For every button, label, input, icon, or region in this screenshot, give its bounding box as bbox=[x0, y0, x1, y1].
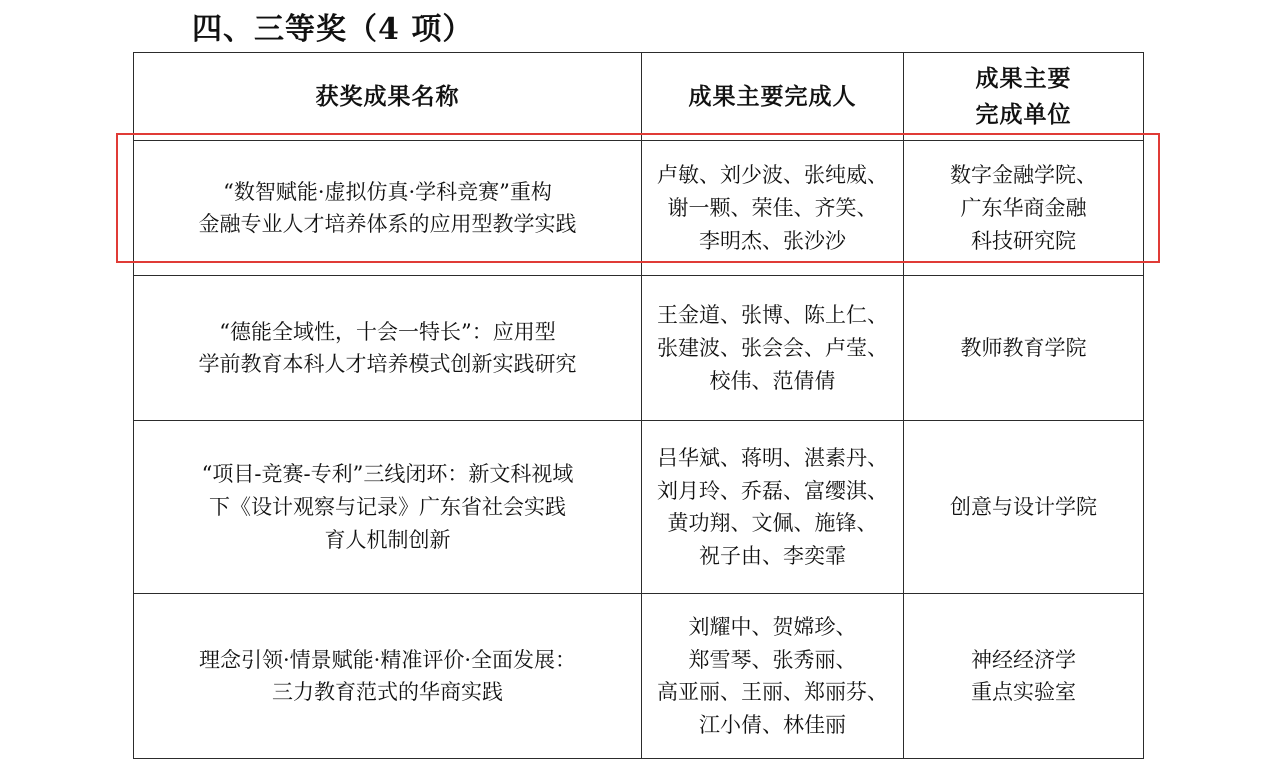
text-line: 黄功翔、文佩、施锋、 bbox=[667, 511, 878, 536]
column-header-achievement-name: 获奖成果名称 bbox=[134, 53, 642, 141]
cell-main-contributors bbox=[642, 421, 904, 594]
award-table-container bbox=[133, 52, 1143, 759]
cell-achievement-name bbox=[134, 594, 642, 759]
text-line: 刘月玲、乔磊、富缨淇、 bbox=[657, 478, 888, 503]
table-header-row bbox=[134, 53, 1144, 141]
text-line: 江小倩、林佳丽 bbox=[699, 712, 846, 737]
text-line: 教师教育学院 bbox=[960, 336, 1087, 360]
table-body bbox=[134, 141, 1144, 759]
column-header-main-unit-line1: 成果主要 bbox=[975, 65, 1072, 92]
cell-achievement-name bbox=[134, 421, 642, 594]
text-line: 卢敏、刘少波、张纯威、 bbox=[657, 163, 888, 188]
text-line: 科技研究院 bbox=[971, 228, 1076, 253]
table-row bbox=[134, 276, 1144, 421]
text-line: 神经经济学 bbox=[971, 647, 1076, 672]
text-line: 学前教育本科人才培养模式创新实践研究 bbox=[198, 352, 577, 377]
table-row bbox=[134, 141, 1144, 276]
cell-achievement-name bbox=[134, 141, 642, 276]
page-title: 四、三等奖（4 项） bbox=[192, 12, 474, 47]
column-header-main-unit-line2: 完成单位 bbox=[975, 100, 1072, 128]
text-line: 重点实验室 bbox=[971, 680, 1076, 705]
cell-main-unit bbox=[904, 594, 1144, 759]
text-line: 校伟、范倩倩 bbox=[709, 368, 836, 393]
text-line: “数智赋能·虚拟仿真·学科竞赛”重构 bbox=[223, 179, 552, 204]
text-line: 金融专业人才培养体系的应用型教学实践 bbox=[198, 212, 577, 237]
text-line: 三力教育范式的华商实践 bbox=[272, 680, 503, 705]
text-line: 下《设计观察与记录》广东省社会实践 bbox=[209, 495, 566, 519]
cell-achievement-name bbox=[134, 276, 642, 421]
cell-main-contributors bbox=[642, 141, 904, 276]
text-line: 李明杰、张沙沙 bbox=[699, 228, 846, 253]
text-line: 祝子由、李奕霏 bbox=[699, 543, 846, 568]
text-line: “项目-竞赛-专利”三线闭环：新文科视域 bbox=[201, 462, 574, 487]
table-header bbox=[134, 53, 1144, 141]
text-line: “德能全域性，十会一特长”：应用型 bbox=[219, 319, 556, 344]
text-line: 谢一颗、荣佳、齐笑、 bbox=[667, 196, 878, 220]
text-line: 刘耀中、贺嫦珍、 bbox=[688, 615, 857, 640]
text-line: 张建波、张会会、卢莹、 bbox=[657, 336, 888, 360]
award-table bbox=[133, 52, 1144, 759]
text-line: 王金道、张博、陈上仁、 bbox=[657, 303, 888, 328]
cell-main-unit bbox=[904, 141, 1144, 276]
text-line: 理念引领·情景赋能·精准评价·全面发展： bbox=[198, 647, 577, 672]
table-row bbox=[134, 421, 1144, 594]
text-line: 创意与设计学院 bbox=[950, 495, 1097, 519]
column-header-main-unit bbox=[904, 53, 1144, 141]
cell-main-unit bbox=[904, 276, 1144, 421]
cell-main-contributors bbox=[642, 276, 904, 421]
column-header-main-contributors: 成果主要完成人 bbox=[642, 53, 904, 141]
text-line: 育人机制创新 bbox=[324, 527, 451, 552]
text-line: 郑雪琴、张秀丽、 bbox=[688, 647, 857, 672]
text-line: 数字金融学院、 bbox=[950, 163, 1097, 188]
cell-main-unit bbox=[904, 421, 1144, 594]
text-line: 吕华斌、蒋明、湛素丹、 bbox=[657, 446, 888, 471]
cell-main-contributors bbox=[642, 594, 904, 759]
text-line: 高亚丽、王丽、郑丽芬、 bbox=[657, 680, 888, 705]
table-row bbox=[134, 594, 1144, 759]
text-line: 广东华商金融 bbox=[960, 196, 1087, 220]
